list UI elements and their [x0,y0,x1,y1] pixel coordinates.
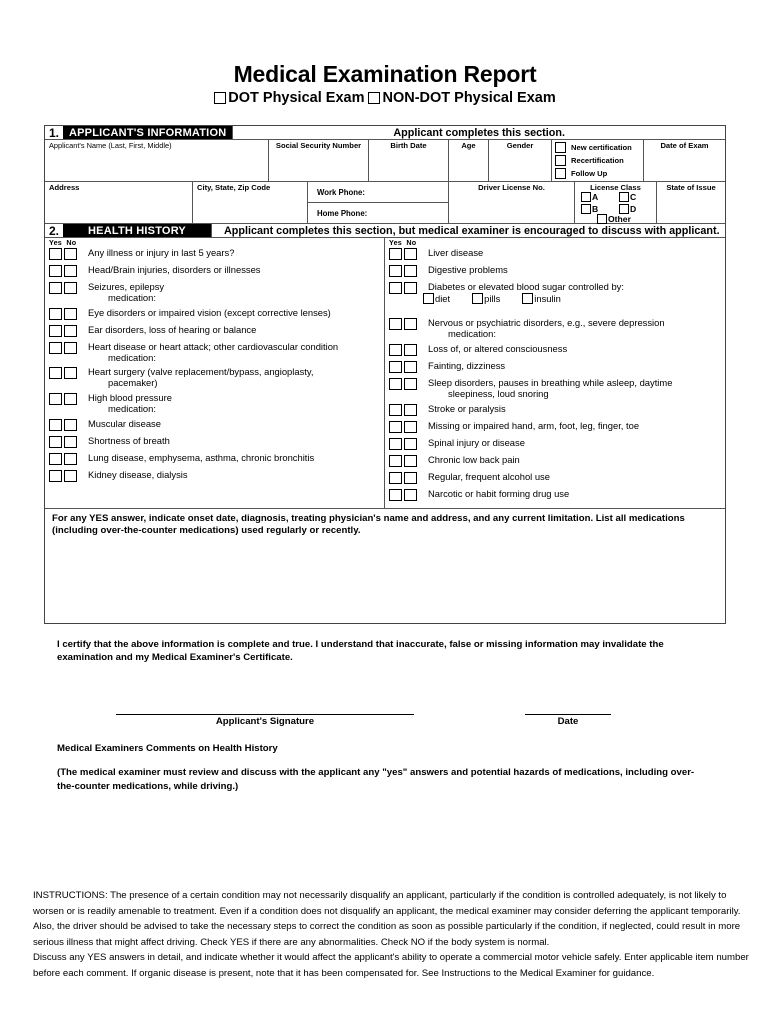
diabetes-insulin-checkbox[interactable] [522,293,533,304]
yes-checkbox[interactable] [389,438,402,450]
no-checkbox[interactable] [64,342,77,354]
health-history-item-label: Lung disease, emphysema, asthma, chronic bronchitis [88,452,315,463]
health-history-item-sublabel: medication: [448,328,496,340]
health-history-item [49,469,188,482]
no-checkbox[interactable] [404,404,417,416]
license-class-a[interactable] [581,192,598,202]
yes-no-checkbox-pair [49,418,77,431]
home-phone-field[interactable] [308,203,448,224]
yes-checkbox[interactable] [389,455,402,467]
health-history-item [389,488,569,501]
health-history-item-label: Seizures, epilepsy medication: [88,281,165,304]
yes-no-checkbox-pair [389,343,417,356]
yes-checkbox[interactable] [389,361,402,373]
section-2-chip: HEALTH HISTORY [63,224,211,237]
license-class-b-checkbox[interactable] [581,204,591,214]
exam-type-options [0,90,770,106]
ssn-field[interactable] [269,140,369,181]
health-history-item-sublabel: medication: [108,352,156,364]
recertification-label: Recertification [571,156,624,165]
health-history-right-column [385,238,725,508]
section-2-description: Applicant completes this section, but medical examiner is encouraged to discuss with applicant. [211,224,725,237]
yes-checkbox[interactable] [389,265,402,277]
health-history-item [389,377,672,400]
health-history-item [389,403,506,416]
yes-no-checkbox-pair [49,324,77,337]
work-phone-field[interactable] [308,182,448,203]
birth-date-label: Birth Date [390,141,427,150]
yes-checkbox[interactable] [389,489,402,501]
diabetes-option[interactable] [522,293,561,304]
yes-checkbox[interactable] [49,419,62,431]
health-history-item [389,360,505,373]
yes-answer-input-area[interactable] [45,538,725,618]
yes-no-checkbox-pair [49,281,77,294]
health-history-item-label: Kidney disease, dialysis [88,469,188,480]
yes-checkbox[interactable] [49,342,62,354]
no-checkbox[interactable] [64,325,77,337]
yes-checkbox[interactable] [389,282,402,294]
no-checkbox[interactable] [64,308,77,320]
license-class-other-checkbox[interactable] [597,214,607,224]
license-class-c[interactable] [619,192,636,202]
diabetes-option[interactable] [472,293,500,304]
city-state-zip-label: City, State, Zip Code [197,183,271,192]
yes-no-checkbox-pair [389,247,417,260]
home-phone-label: Home Phone: [317,209,368,218]
yes-checkbox[interactable] [49,393,62,405]
yes-checkbox[interactable] [389,378,402,390]
date-line[interactable] [525,714,611,715]
yes-no-checkbox-pair [389,488,417,501]
cert-option-followup[interactable] [552,167,632,180]
work-phone-label: Work Phone: [317,188,365,197]
health-history-item-sublabel: pacemaker) [108,377,158,389]
instructions-paragraph-1: INSTRUCTIONS: The presence of a certain condition may not necessarily disqualify an applicant, particularly if the condition is controlled adequately, is not likely to worsen or is readily amenable to treatment. Even if a condition does not disqualify an applicant, the medical examiner may consider deferring the applicant temporarily. Also, the driver should be advised to take the necessary steps to correct the condition as soon as possible particularly if the condition, if neglected, could result in more serious illness that might affect driving. Check YES if there are any abnormalities. Check NO if the body system is normal. [33,890,741,948]
license-class-a-label: A [592,192,599,202]
yes-no-checkbox-pair [49,452,77,465]
no-checkbox[interactable] [64,453,77,465]
yes-checkbox[interactable] [389,344,402,356]
document-header [0,0,770,106]
yes-no-checkbox-pair [49,392,77,405]
health-history-item-label: Regular, frequent alcohol use [428,471,550,482]
health-history-item-label: Digestive problems [428,264,508,275]
health-history-item [49,264,260,277]
license-class-b[interactable] [581,204,598,214]
health-history-item-label: Diabetes or elevated blood sugar controlled by: [428,281,624,292]
no-checkbox[interactable] [64,419,77,431]
yes-checkbox[interactable] [389,472,402,484]
form-body [44,125,726,624]
yes-checkbox[interactable] [49,470,62,482]
no-checkbox[interactable] [404,361,417,373]
health-history-item-label: Nervous or psychiatric disorders, e.g., severe depression medication: [428,317,665,340]
health-history-item [389,437,525,450]
health-history-item-label: Eye disorders or impaired vision (except corrective lenses) [88,307,331,318]
section-1-chip: APPLICANT'S INFORMATION [63,126,232,139]
license-class-c-label: C [630,192,637,202]
license-class-group [575,182,657,223]
license-class-b-label: B [592,204,599,214]
yes-no-checkbox-pair [389,403,417,416]
section-1-banner [45,126,725,140]
health-history-item [49,366,313,389]
health-history-item-label: Heart surgery (valve replacement/bypass, angioplasty, pacemaker) [88,366,314,389]
health-history-item-label: Muscular disease [88,418,161,429]
health-history-item-label: Ear disorders, loss of hearing or balance [88,324,257,335]
health-history-item [49,452,314,465]
yes-checkbox[interactable] [49,325,62,337]
yes-checkbox[interactable] [389,404,402,416]
yes-checkbox[interactable] [389,248,402,260]
driver-license-no-field[interactable] [449,182,575,223]
yes-no-checkbox-pair [389,454,417,467]
health-history-item [49,418,161,431]
no-checkbox[interactable] [404,455,417,467]
applicant-info-row-1 [45,140,725,182]
yes-checkbox[interactable] [49,282,62,294]
non-dot-physical-exam-checkbox[interactable] [368,92,380,104]
medical-examiners-comments-note: (The medical examiner must review and discuss with the applicant any "yes" answers and potential hazards of medications, including over-the-counter medications, while driving.) [57,767,695,792]
license-class-c-checkbox[interactable] [619,192,629,202]
no-checkbox[interactable] [64,248,77,260]
health-history-item-sublabel: medication: [108,292,156,304]
health-history-item-label: Loss of, or altered consciousness [428,343,568,354]
health-history-item-label: Missing or impaired hand, arm, foot, leg, finger, toe [428,420,640,431]
yes-checkbox[interactable] [49,248,62,260]
city-state-zip-field[interactable] [193,182,308,223]
no-checkbox[interactable] [404,248,417,260]
health-history-item-label: Spinal injury or disease [428,437,525,448]
yes-checkbox[interactable] [49,265,62,277]
health-history-item [49,392,172,415]
no-checkbox[interactable] [404,265,417,277]
cert-option-new[interactable] [552,141,632,154]
applicant-signature-line[interactable] [116,714,414,715]
health-history-item [49,281,164,304]
diabetes-pills-checkbox[interactable] [472,293,483,304]
page-title: Medical Examination Report [233,61,537,87]
follow-up-checkbox[interactable] [555,168,566,179]
health-history-grid [45,238,725,508]
driver-license-no-label: Driver License No. [478,183,545,192]
section-2-banner [45,224,725,238]
health-history-item-label: Narcotic or habit forming drug use [428,488,570,499]
health-history-item [389,454,520,467]
no-checkbox[interactable] [64,265,77,277]
new-certification-checkbox[interactable] [555,142,566,153]
no-checkbox[interactable] [64,367,77,379]
yes-no-checkbox-pair [389,360,417,373]
health-history-item [389,343,567,356]
age-field[interactable] [449,140,489,181]
ssn-label: Social Security Number [275,141,362,150]
applicant-signature-label: Applicant's Signature [215,716,315,727]
date-label: Date [557,716,579,727]
instructions-block [33,888,749,981]
section-2-number: 2. [45,224,63,237]
yes-no-checkbox-pair [389,420,417,433]
yes-no-checkbox-pair [389,281,417,294]
no-checkbox[interactable] [404,489,417,501]
phone-fields [308,182,449,223]
diabetes-diet-checkbox[interactable] [423,293,434,304]
yes-no-checkbox-pair [49,307,77,320]
gender-label: Gender [506,141,534,150]
no-checkbox[interactable] [404,282,417,294]
health-history-item-label: Any illness or injury in last 5 years? [88,247,235,258]
diabetes-control-options [423,293,583,304]
health-history-item-label: Heart disease or heart attack; other cardiovascular condition medication: [88,341,339,364]
license-class-a-checkbox[interactable] [581,192,591,202]
diabetes-pills-label: pills [484,293,501,304]
health-history-item-label: Shortness of breath [88,435,170,446]
license-class-label: License Class [590,183,641,192]
health-history-item [389,247,483,260]
license-class-d[interactable] [619,204,636,214]
yes-checkbox[interactable] [49,436,62,448]
address-label: Address [49,183,80,192]
no-checkbox[interactable] [64,470,77,482]
no-checkbox[interactable] [404,378,417,390]
cert-option-recert[interactable] [552,154,632,167]
yes-checkbox[interactable] [49,308,62,320]
dot-physical-exam-checkbox[interactable] [214,92,226,104]
birth-date-field[interactable] [369,140,449,181]
certification-statement: I certify that the above information is complete and true. I understand that inaccurate, false or missing information may invalidate the examination and my Medical Examiner's Certificate. [57,639,664,663]
health-history-item [49,247,234,260]
date-of-exam-field[interactable] [644,140,725,181]
health-history-item [389,264,508,277]
no-checkbox[interactable] [404,318,417,330]
yes-no-checkbox-pair [389,437,417,450]
instructions-paragraph-2: Discuss any YES answers in detail, and indicate whether it would affect the applicant's ability to operate a commercial motor vehicle safely. Enter applicable item number before each comment. If organic disease is present, note that it has been compensated for. See Instructions to the Medical Examiner for guidance. [33,952,749,979]
state-of-issue-label: State of Issue [666,183,716,192]
yes-no-checkbox-pair [389,377,417,390]
new-certification-label: New certification [571,143,632,152]
age-label: Age [461,141,476,150]
yes-checkbox[interactable] [389,421,402,433]
health-history-item [389,471,550,484]
non-dot-physical-exam-label: NON-DOT Physical Exam [382,90,556,107]
certification-type-group [552,140,644,181]
applicant-name-label: Applicant's Name (Last, First, Middle) [49,141,172,150]
yes-no-checkbox-pair [49,366,77,379]
yes-no-checkbox-pair [49,435,77,448]
date-of-exam-label: Date of Exam [660,141,709,150]
address-field[interactable] [45,182,193,223]
license-class-d-label: D [630,204,637,214]
yes-answer-block [45,508,725,618]
health-history-item-label: Sleep disorders, pauses in breathing while asleep, daytime sleepiness, loud snoring [428,377,673,400]
applicant-info-row-2 [45,182,725,224]
license-class-d-checkbox[interactable] [619,204,629,214]
health-history-item [49,341,338,364]
yes-checkbox[interactable] [389,318,402,330]
health-history-item [49,307,331,320]
yes-no-header-left: Yes No [49,238,77,247]
health-history-item [389,420,639,433]
health-history-item-label: Head/Brain injuries, disorders or illnesses [88,264,261,275]
no-checkbox[interactable] [64,436,77,448]
yes-no-header-right: Yes No [389,238,417,247]
license-class-other[interactable] [597,214,631,224]
license-class-other-label: Other [608,214,631,224]
yes-no-checkbox-pair [49,469,77,482]
no-checkbox[interactable] [404,344,417,356]
dot-physical-exam-label: DOT Physical Exam [228,90,365,107]
no-checkbox[interactable] [64,393,77,405]
diabetes-insulin-label: insulin [534,293,561,304]
no-checkbox[interactable] [64,282,77,294]
yes-no-checkbox-pair [49,264,77,277]
yes-no-checkbox-pair [389,471,417,484]
applicant-name-field[interactable] [45,140,269,181]
health-history-item-label: Liver disease [428,247,484,258]
health-history-item [49,324,256,337]
yes-no-checkbox-pair [389,317,417,330]
section-1-number: 1. [45,126,63,139]
yes-no-checkbox-pair [49,247,77,260]
health-history-item-sublabel: sleepiness, loud snoring [448,388,549,400]
health-history-item [49,435,170,448]
health-history-item-label: High blood pressure medication: [88,392,172,415]
medical-examiners-comments-heading: Medical Examiners Comments on Health History [57,743,278,754]
health-history-left-column [45,238,385,508]
follow-up-label: Follow Up [571,169,608,178]
health-history-item-label: Fainting, dizziness [428,360,506,371]
gender-field[interactable] [489,140,552,181]
diabetes-option[interactable] [423,293,450,304]
yes-no-checkbox-pair [49,341,77,354]
no-checkbox[interactable] [404,438,417,450]
license-class-options [575,192,656,224]
yes-checkbox[interactable] [49,453,62,465]
health-history-item [389,317,665,340]
section-1-description: Applicant completes this section. [232,126,725,139]
yes-answer-instruction: For any YES answer, indicate onset date, diagnosis, treating physician's name and address, and any current limitation. List all medications (including over-the-counter medications) used regularly or recently. [52,513,685,537]
no-checkbox[interactable] [404,421,417,433]
diabetes-diet-label: diet [435,293,451,304]
state-of-issue-field[interactable] [657,182,725,223]
recertification-checkbox[interactable] [555,155,566,166]
yes-checkbox[interactable] [49,367,62,379]
health-history-item-label: Chronic low back pain [428,454,520,465]
yes-no-checkbox-pair [389,264,417,277]
health-history-item-label: Stroke or paralysis [428,403,506,414]
health-history-item-sublabel: medication: [108,403,156,415]
no-checkbox[interactable] [404,472,417,484]
